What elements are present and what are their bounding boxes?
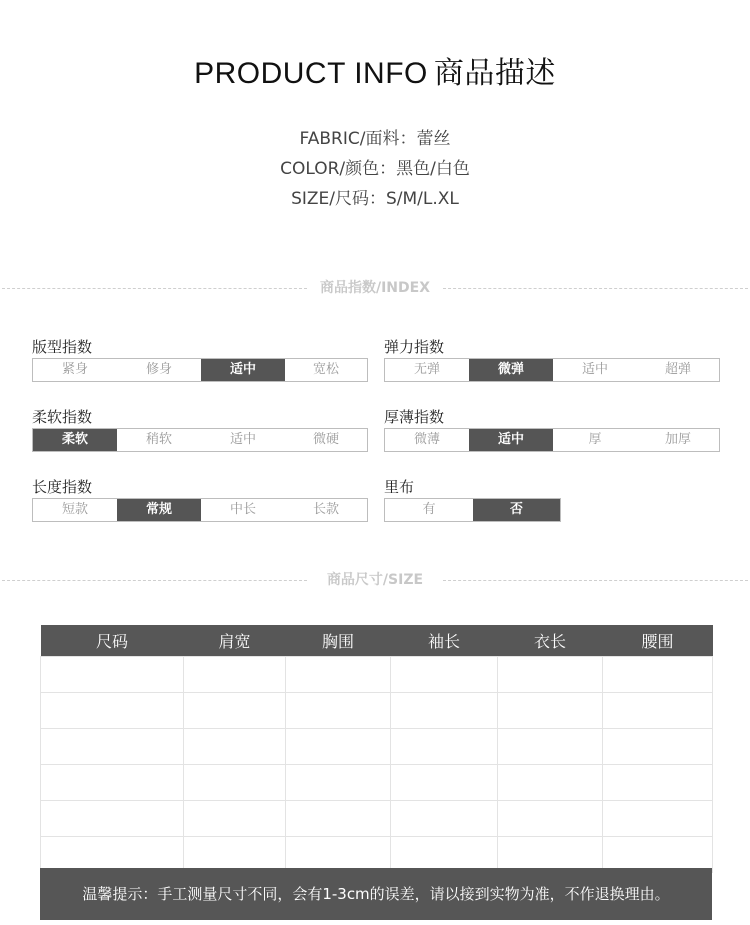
table-cell bbox=[41, 801, 184, 837]
table-cell bbox=[391, 657, 498, 693]
table-cell bbox=[184, 729, 286, 765]
index-group bbox=[384, 406, 720, 452]
index-option: 稍软 bbox=[145, 432, 172, 447]
size-table-header bbox=[41, 625, 713, 657]
index-option-selected: 否 bbox=[473, 499, 560, 521]
size-column-header: 腰围 bbox=[603, 625, 713, 657]
color-line: COLOR/颜色：黑色/白色 bbox=[280, 159, 470, 179]
index-option: 微硬 bbox=[312, 432, 339, 447]
index-section-title: 商品指数/INDEX bbox=[319, 280, 431, 296]
index-option: 超弹 bbox=[664, 362, 691, 377]
index-group bbox=[384, 336, 720, 382]
index-bar bbox=[32, 498, 368, 522]
index-option: 有 bbox=[422, 502, 436, 517]
table-row bbox=[41, 801, 713, 837]
index-option: 厚 bbox=[588, 432, 602, 447]
table-cell bbox=[286, 657, 391, 693]
table-cell bbox=[603, 801, 713, 837]
index-label: 弹力指数 bbox=[384, 338, 445, 356]
divider-line-right bbox=[443, 288, 748, 289]
table-row bbox=[41, 657, 713, 693]
index-bar bbox=[32, 428, 368, 452]
index-label: 里布 bbox=[384, 478, 415, 496]
size-column-header: 尺码 bbox=[41, 625, 184, 657]
table-cell bbox=[184, 765, 286, 801]
divider-line-right bbox=[443, 580, 748, 581]
table-cell bbox=[391, 801, 498, 837]
table-cell bbox=[498, 765, 603, 801]
table-cell bbox=[286, 801, 391, 837]
table-row bbox=[41, 693, 713, 729]
size-section-title: 商品尺寸/SIZE bbox=[326, 572, 424, 588]
index-bar bbox=[384, 428, 720, 452]
index-bar bbox=[384, 358, 720, 382]
index-option-selected: 适中 bbox=[201, 359, 285, 381]
index-option-selected: 适中 bbox=[469, 429, 553, 451]
index-option: 加厚 bbox=[664, 432, 691, 447]
size-column-header: 胸围 bbox=[286, 625, 391, 657]
index-option: 宽松 bbox=[312, 362, 339, 377]
index-option: 短款 bbox=[61, 502, 88, 517]
table-cell bbox=[41, 693, 184, 729]
table-cell bbox=[603, 657, 713, 693]
index-label: 长度指数 bbox=[32, 478, 93, 496]
table-cell bbox=[498, 801, 603, 837]
size-divider bbox=[0, 570, 750, 590]
table-cell bbox=[286, 765, 391, 801]
index-group bbox=[32, 406, 368, 452]
title-english: PRODUCT INFO bbox=[194, 57, 428, 90]
size-line: SIZE/尺码：S/M/L.XL bbox=[291, 189, 459, 209]
index-option: 微薄 bbox=[413, 432, 440, 447]
product-info bbox=[0, 124, 750, 214]
notice-banner: 温馨提示：手工测量尺寸不同，会有1-3cm的误差，请以接到实物为准，不作退换理由。 bbox=[40, 868, 712, 920]
table-cell bbox=[41, 657, 184, 693]
index-option: 长款 bbox=[312, 502, 339, 517]
index-option-selected: 常规 bbox=[117, 499, 201, 521]
index-option: 适中 bbox=[229, 432, 256, 447]
index-group bbox=[384, 476, 720, 522]
index-label: 柔软指数 bbox=[32, 408, 93, 426]
index-option: 适中 bbox=[581, 362, 608, 377]
table-cell bbox=[391, 729, 498, 765]
table-row bbox=[41, 729, 713, 765]
table-cell bbox=[184, 693, 286, 729]
table-cell bbox=[184, 801, 286, 837]
table-cell bbox=[286, 729, 391, 765]
index-divider bbox=[0, 278, 750, 298]
size-column-header: 肩宽 bbox=[184, 625, 286, 657]
size-column-header: 衣长 bbox=[498, 625, 603, 657]
index-bar bbox=[32, 358, 368, 382]
size-table-body bbox=[41, 657, 713, 873]
table-cell bbox=[498, 729, 603, 765]
table-cell bbox=[498, 693, 603, 729]
page-title bbox=[0, 48, 750, 92]
index-option: 修身 bbox=[145, 362, 172, 377]
index-label: 厚薄指数 bbox=[384, 408, 445, 426]
table-cell bbox=[184, 657, 286, 693]
table-cell bbox=[603, 693, 713, 729]
index-group bbox=[32, 336, 368, 382]
title-chinese: 商品描述 bbox=[433, 56, 556, 91]
table-cell bbox=[603, 765, 713, 801]
size-column-header: 袖长 bbox=[391, 625, 498, 657]
table-cell bbox=[41, 765, 184, 801]
index-bar bbox=[384, 498, 561, 522]
table-cell bbox=[498, 657, 603, 693]
table-cell bbox=[391, 693, 498, 729]
table-cell bbox=[41, 729, 184, 765]
index-option-selected: 柔软 bbox=[33, 429, 117, 451]
table-row bbox=[41, 765, 713, 801]
index-label: 版型指数 bbox=[32, 338, 93, 356]
index-option: 无弹 bbox=[413, 362, 440, 377]
table-cell bbox=[391, 765, 498, 801]
index-option: 紧身 bbox=[61, 362, 88, 377]
table-cell bbox=[286, 693, 391, 729]
fabric-line: FABRIC/面料：蕾丝 bbox=[299, 129, 451, 149]
index-option: 中长 bbox=[229, 502, 256, 517]
index-option-selected: 微弹 bbox=[469, 359, 553, 381]
index-group bbox=[32, 476, 368, 522]
size-table bbox=[40, 625, 713, 873]
table-cell bbox=[603, 729, 713, 765]
